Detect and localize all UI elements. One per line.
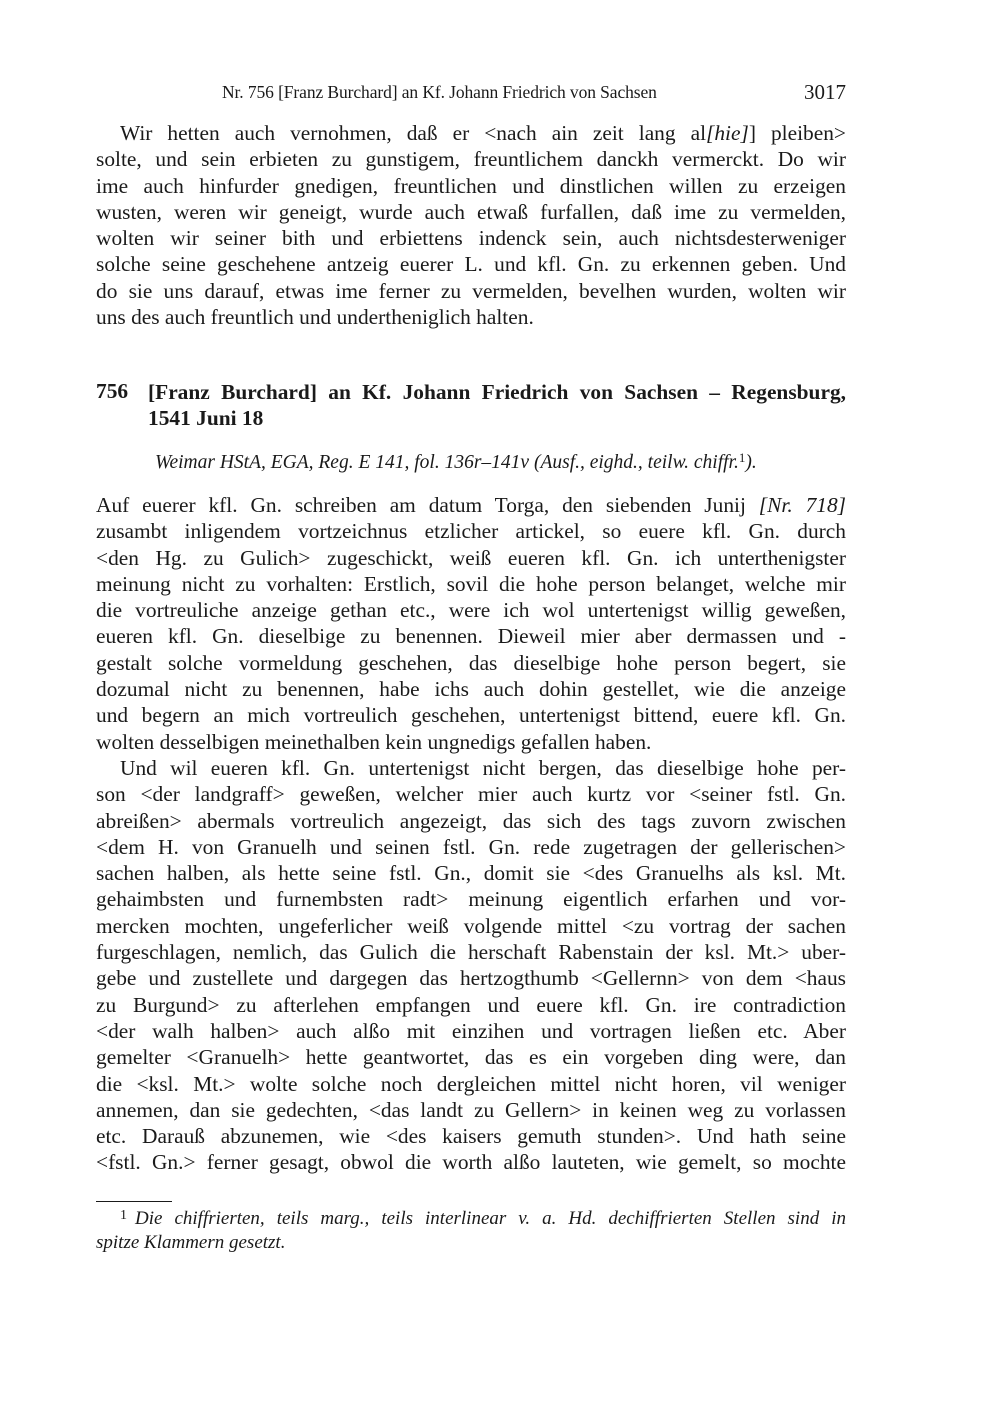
text-line: wolten wir seiner bith und erbiettens indenck sein, auch nichtsdesterweniger (96, 226, 846, 251)
text-line: etc. Darauß abzunemen, wie <des kaisers gemuth stunden>. Und hath seine (96, 1124, 846, 1149)
text-line: Wir hetten auch vernohmen, daß er <nach ain zeit lang al[hie]] pleiben> (120, 121, 846, 145)
footnote-divider (96, 1201, 172, 1202)
text-line: meinung nicht zu vorhalten: Erstlich, sovil die hohe person belanget, welche mir (96, 571, 846, 596)
text-line: annemen, dan sie gedechten, <das landt zu Gellern> in keinen weg zu vorlassen (96, 1097, 846, 1122)
text-line: <der walh halben> auch alßo mit einzihen und vortragen ließen etc. Aber (96, 1018, 846, 1043)
text-line: <den Hg. zu Gulich> zugeschickt, weiß eueren kfl. Gn. ich unterthenigster (96, 545, 846, 570)
text-line: ime auch hinfurder gnedigen, freuntlichen und dinstlichen willen zu erzeigen (96, 173, 846, 198)
previous-letter-text (96, 120, 846, 330)
editorial-insertion: [hie] (706, 121, 749, 145)
text-line: Und wil eueren kfl. Gn. untertenigst nicht bergen, das dieselbige hohe per- (120, 756, 846, 780)
footnote (96, 1207, 846, 1255)
text-line: die <ksl. Mt.> wolte solche noch dergleichen mittel nicht horen, vil weniger (96, 1071, 846, 1096)
text-line: eueren kfl. Gn. dieselbige zu benennen. Dieweil mier aber dermassen und - (96, 624, 846, 649)
text-line: uns des auch freuntlich und undertheniglich halten. (96, 305, 534, 330)
text-line: son <der landgraff> geweßen, welcher mier auch kurtz vor <seiner fstl. Gn. (96, 782, 846, 807)
document-number: 756 (96, 379, 129, 403)
source-note: Weimar HStA, EGA, Reg. E 141, fol. 136r–141v (Ausf., eighd., teilw. chiffr.$^1$). (155, 450, 757, 473)
text-line: do sie uns darauf, etwas ime ferner zu vermelden, bevelhen wurden, wolten wir (96, 278, 846, 303)
footnote-line: $^1$ Die chiffrierten, teils marg., teils interlinear v. a. Hd. dechiffrierten Stellen sind in (96, 1207, 846, 1231)
running-head-title: Nr. 756 [Franz Burchard] an Kf. Johann Friedrich von Sachsen (222, 82, 657, 102)
title-line: [Franz Burchard] an Kf. Johann Friedrich von Sachsen – Regensburg, (148, 380, 846, 404)
title-line: 1541 Juni 18 (148, 406, 264, 431)
text-line: zusambt inligendem vortzeichnus etzlicher artickel, so euere kfl. Gn. durch (96, 519, 846, 544)
text-line: mercken mochten, ungeferlicher weiß volgende mittel <zu vortrag der sachen (96, 913, 846, 938)
text-line: sachen halben, als hette seine fstl. Gn., domit sie <des Granuelhs als ksl. Mt. (96, 861, 846, 886)
text-line: gemelter <Granuelh> hette geantwortet, das es ein vorgeben ding were, dan (96, 1045, 846, 1070)
running-head (96, 80, 846, 108)
cross-reference[interactable]: [Nr. 718] (758, 493, 846, 517)
text-line: und begern an mich vortreulich geschehen, untertenigst bittend, euere kfl. Gn. (96, 703, 846, 728)
text-line: abreißen> abermals vortreulich angezeigt, das sich des tags zuvorn zwischen (96, 808, 846, 833)
paragraph-1 (96, 492, 846, 755)
text-line: solche seine geschehene antzeig euerer L. und kfl. Gn. zu erkennen geben. Und (96, 252, 846, 277)
text-line: <dem H. von Granuelh und seinen fstl. Gn. rede zugetragen der gellerischen> (96, 834, 846, 859)
text-line: gehaimbsten und furnembsten radt> meinung eigentlich erfarhen und vor- (96, 887, 846, 912)
text-line: zu Burgund> zu afterlehen empfangen und euere kfl. Gn. ire contradiction (96, 992, 846, 1017)
text-line: <fstl. Gn.> ferner gesagt, obwol die worth alßo lauteten, wie gemelt, so mochte (96, 1150, 846, 1175)
page-number: 3017 (804, 80, 846, 104)
text-line: solte, und sein erbieten zu gunstigem, freuntlichem danckh vermerckt. Do wir (96, 147, 846, 172)
text-line: die vortreuliche anzeige gethan etc., were ich wol untertenigst willig geweßen, (96, 598, 846, 623)
text-line: gestalt solche vormeldung geschehen, das dieselbige hohe person begert, sie (96, 650, 846, 675)
text-line: wusten, weren wir geneigt, wurde auch etwaß furfallen, daß ime zu vermelden, (96, 199, 846, 224)
paragraph-2 (96, 755, 846, 1176)
text-line: wolten desselbigen meinethalben kein ungnedigs gefallen haben. (96, 729, 652, 754)
footnote-marker: 1 (120, 1208, 127, 1223)
document-title (148, 379, 846, 432)
text-line: Auf euerer kfl. Gn. schreiben am datum Torga, den siebenden Junij [Nr. 718] (96, 493, 846, 517)
text-line: dozumal nicht zu benennen, habe ichs auch dohin gestellet, wie die anzeige (96, 677, 846, 702)
text-line: gebe und zustellete und dargegen das hertzogthumb <Gellernn> von dem <haus (96, 966, 846, 991)
text-line: furgeschlagen, nemlich, das Gulich die herschaft Rabenstain der ksl. Mt.> uber- (96, 940, 846, 965)
footnote-line: spitze Klammern gesetzt. (96, 1232, 286, 1253)
footnote-reference[interactable]: 1 (738, 450, 746, 465)
